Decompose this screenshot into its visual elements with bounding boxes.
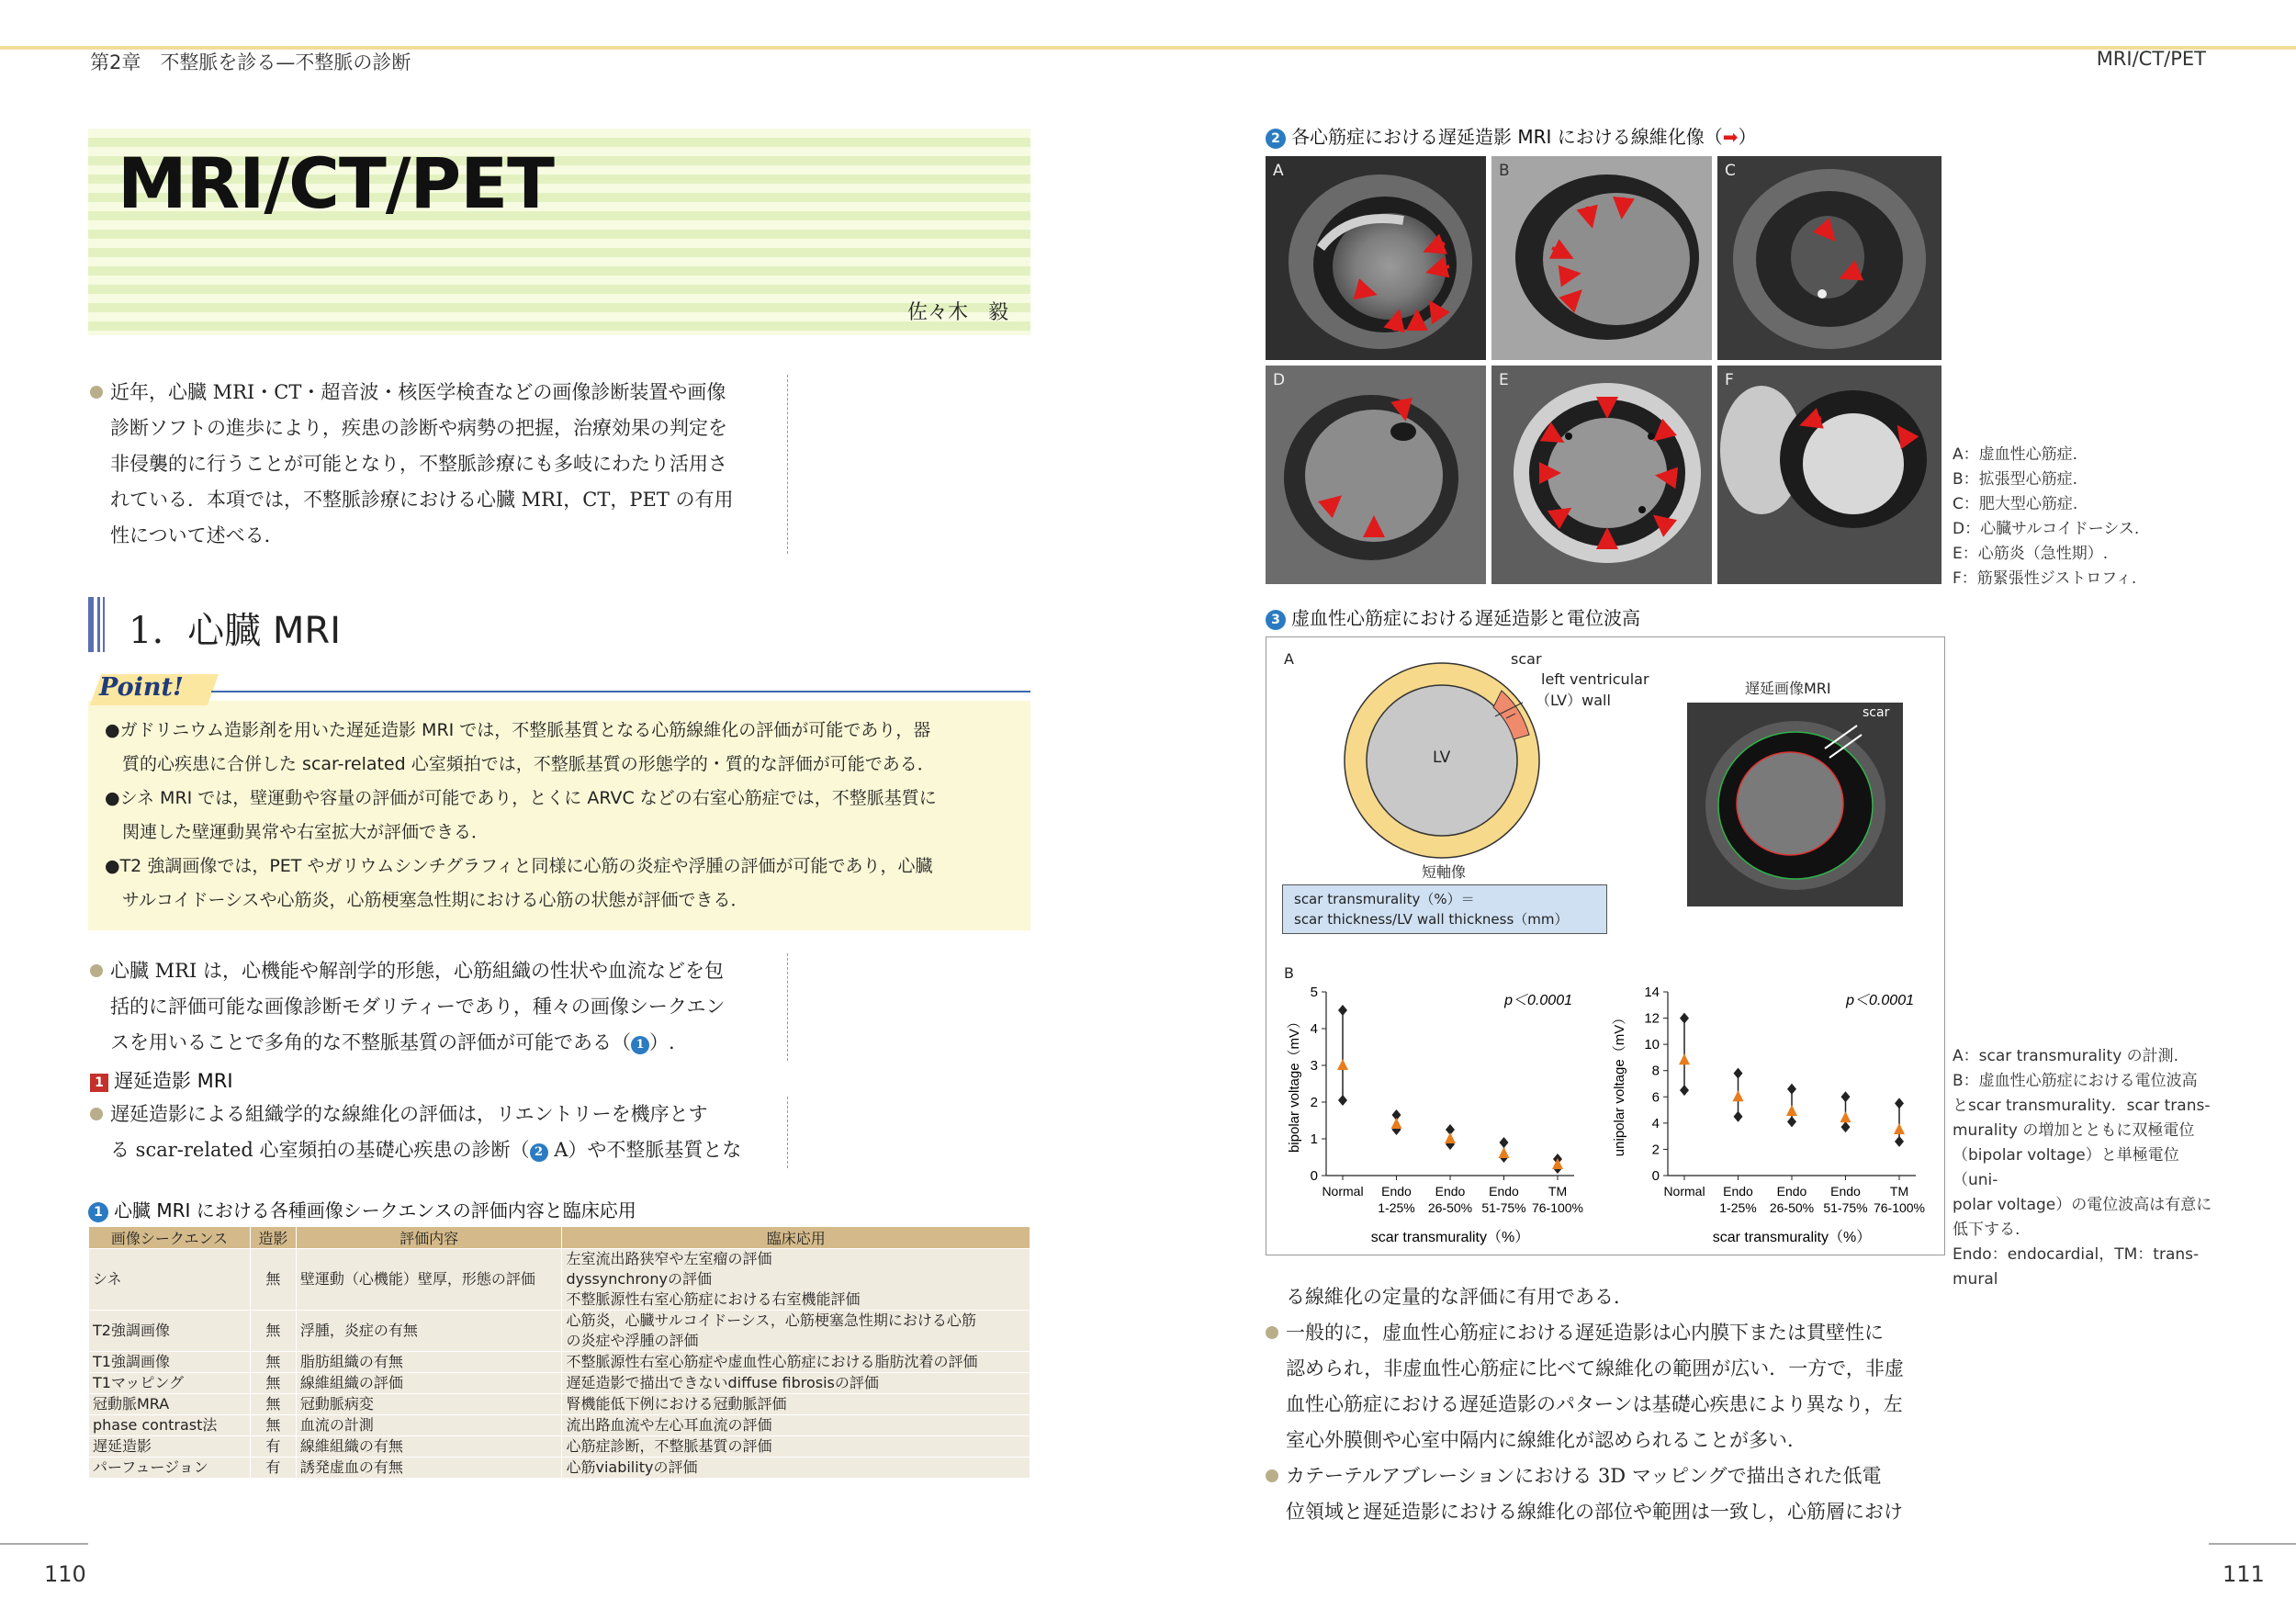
range-marker [1787, 1084, 1796, 1095]
y-axis-label: bipolar voltage（mV） [1287, 1014, 1302, 1154]
sequence-table [88, 1226, 1030, 1479]
mri-paragraph: 心臓 MRI は，心機能や解剖学的形態，心筋組織の性状や血流などを包 括的に評価可能な画像診断モダリティーであり，種々の画像シークエン スを用いることで多角的な不整脈基質の評価が可能である（ 1 ）. [90, 953, 788, 1061]
section-bar [97, 597, 100, 652]
delayed-mri-label: 遅延画像MRI [1745, 680, 1831, 697]
p-value-label: p＜0.0001 [1504, 993, 1572, 1008]
x-tick-label: Normal [1322, 1184, 1364, 1199]
author: 佐々木 毅 [907, 301, 1009, 324]
y-tick-label: 14 [1644, 985, 1660, 1000]
table-title: 1 心臓 MRI における各種画像シークエンスの評価内容と臨床応用 [88, 1196, 636, 1222]
range-marker [1895, 1136, 1904, 1147]
lv-label: LV [1433, 749, 1451, 767]
x-axis-label: scar transmurality（%） [1370, 1230, 1530, 1245]
fig3-panel-b-label: B [1284, 964, 1294, 982]
delayed-mri-image [1687, 703, 1903, 906]
range-marker [1841, 1091, 1851, 1102]
mri-panel-grid [1266, 156, 1941, 584]
bullet-icon [90, 386, 103, 399]
running-header-left: 第2章 不整脈を診る—不整脈の診断 [90, 51, 411, 73]
running-header-right: MRI/CT/PET [2096, 48, 2206, 70]
endocardial-contour [1737, 752, 1843, 855]
x-tick-label: 51-75% [1481, 1200, 1526, 1215]
x-tick-label: Endo [1489, 1184, 1519, 1199]
page-number-left: 110 [44, 1561, 86, 1587]
panel-label-c: C [1725, 162, 1736, 180]
y-tick-label: 4 [1651, 1115, 1660, 1131]
scar-label: scar [1511, 650, 1542, 668]
mean-marker [1445, 1132, 1456, 1143]
bipolar-chart [1284, 975, 1596, 1251]
x-tick-label: 1-25% [1378, 1200, 1415, 1215]
figure3-title: 3 虚血性心筋症における遅延造影と電位波高 [1266, 603, 1640, 630]
bullet-icon [90, 964, 103, 977]
y-tick-label: 12 [1644, 1010, 1660, 1027]
mri-panel-e [1491, 366, 1712, 584]
y-tick-label: 6 [1651, 1089, 1660, 1106]
table-header: 評価内容 [296, 1227, 562, 1249]
x-tick-label: TM [1889, 1184, 1909, 1199]
point-line: 関連した壁運動異常や右室拡大が評価できる． [105, 822, 490, 842]
range-marker [1734, 1068, 1743, 1079]
subheading-late-enhancement: 1 遅延造影 MRI [90, 1066, 233, 1094]
point-line: 質的心疾患に合併した scar-related 心室頻拍では，不整脈基質の形態学的・質的な評価が可能である． [105, 754, 935, 774]
x-tick-label: Endo [1435, 1184, 1466, 1199]
bullet-icon [1266, 1326, 1278, 1339]
x-tick-label: TM [1548, 1184, 1568, 1199]
y-tick-label: 0 [1310, 1168, 1318, 1184]
table-row: 冠動脈MRA 無 冠動脈病変 腎機能低下例における冠動脈評価 [89, 1394, 1030, 1415]
x-tick-label: Endo [1776, 1184, 1807, 1199]
table-row: シネ 無 壁運動（心機能）壁厚，形態の評価 左室流出路狭窄や左室瘤の評価 dyssynchronyの評価 不整脈源性右室心筋症における右室機能評価 [89, 1249, 1030, 1311]
range-marker [1734, 1111, 1743, 1122]
panel-label-a: A [1273, 162, 1284, 180]
page-number-right: 111 [2223, 1561, 2265, 1587]
mean-marker [1679, 1053, 1690, 1064]
p-value-label: p＜0.0001 [1846, 993, 1914, 1008]
page-title: MRI/CT/PET [118, 142, 555, 224]
table-header: 造影 [250, 1227, 296, 1249]
bullet-icon [1266, 1469, 1278, 1482]
figure2-caption: A：虚血性心筋症. B：拡張型心筋症. C：肥大型心筋症. D：心臓サルコイドーシス. E：心筋炎（急性期）. F：筋緊張性ジストロフィ. [1953, 445, 2140, 588]
range-marker [1680, 1085, 1689, 1096]
table-row: パーフュージョン 有 誘発虚血の有無 心筋viabilityの評価 [89, 1458, 1030, 1479]
table-row: T1強調画像 無 脂肪組織の有無 不整脈源性右室心筋症や虚血性心筋症における脂肪沈着の評価 [89, 1352, 1030, 1373]
y-tick-label: 1 [1310, 1131, 1318, 1147]
x-tick-label: 1-25% [1719, 1200, 1757, 1215]
mean-marker [1499, 1147, 1510, 1158]
table-row: T2強調画像 無 浮腫，炎症の有無 心筋炎，心臓サルコイドーシス，心筋梗塞急性期における心筋 の炎症や浮腫の評価 [89, 1311, 1030, 1352]
y-axis-label: unipolar voltage（mV） [1612, 1010, 1627, 1157]
fig3-panel-a-label: A [1284, 650, 1294, 668]
point-label: Point! [99, 673, 184, 702]
mri-scar-label: scar [1863, 705, 1890, 720]
range-marker [1787, 1116, 1796, 1127]
panel-label-d: D [1273, 371, 1286, 389]
footer-rule-left [0, 1543, 88, 1545]
lv-wall-label-2: （LV）wall [1536, 692, 1611, 709]
formula-box: scar transmurality（%）＝ scar thickness/LV wall thickness（mm） [1282, 884, 1607, 934]
lv-wall-label-1: left ventricular [1541, 670, 1649, 688]
y-tick-label: 4 [1310, 1021, 1318, 1037]
table-header: 臨床応用 [562, 1227, 1030, 1249]
range-marker [1500, 1137, 1509, 1148]
figure2-title: 2 各心筋症における遅延造影 MRI における線維化像（➡） [1266, 122, 1757, 149]
footer-rule-right [2209, 1543, 2296, 1545]
mri-panel-f [1717, 366, 1941, 584]
point-line: サルコイドーシスや心筋炎，心筋梗塞急性期における心筋の状態が評価できる． [105, 890, 748, 910]
red-arrow-icon: ➡ [1722, 126, 1739, 148]
mean-marker [1894, 1123, 1905, 1134]
bullet-icon [90, 1108, 103, 1120]
x-tick-label: 26-50% [1427, 1200, 1473, 1215]
y-tick-label: 10 [1644, 1037, 1660, 1053]
figure-ref-1: 1 [631, 1036, 649, 1054]
mean-marker [1840, 1111, 1851, 1122]
x-tick-label: Endo [1830, 1184, 1861, 1199]
table-row: 遅延造影 有 線維組織の有無 心筋症診断，不整脈基質の評価 [89, 1436, 1030, 1458]
y-tick-label: 2 [1310, 1095, 1318, 1110]
panel-label-b: B [1499, 162, 1510, 180]
table-row: T1マッピング 無 線維組織の評価 遅延造影で描出できないdiffuse fibrosisの評価 [89, 1373, 1030, 1394]
x-tick-label: Normal [1663, 1184, 1705, 1199]
mri-panel-a [1266, 156, 1486, 360]
y-tick-label: 8 [1651, 1063, 1660, 1079]
mean-marker [1337, 1059, 1348, 1070]
table-header: 画像シークエンス [89, 1227, 251, 1249]
point-line: ●シネ MRI では，壁運動や容量の評価が可能であり，とくに ARVC などの右室心筋症では，不整脈基質に [105, 788, 937, 808]
range-marker [1841, 1121, 1851, 1132]
y-tick-label: 5 [1310, 985, 1318, 1000]
short-axis-label: 短軸像 [1422, 863, 1467, 881]
range-marker [1680, 1013, 1689, 1024]
section-bar [103, 597, 105, 652]
mean-marker [1786, 1105, 1797, 1116]
mean-marker [1733, 1090, 1744, 1101]
y-tick-label: 3 [1310, 1058, 1318, 1074]
range-marker [1338, 1005, 1347, 1016]
mean-marker [1391, 1118, 1402, 1129]
mri-panel-b [1491, 156, 1712, 360]
x-tick-label: Endo [1723, 1184, 1753, 1199]
point-line: ●ガドリニウム造影剤を用いた遅延造影 MRI では，不整脈基質となる心筋線維化の評価が可能であり，器 [105, 720, 931, 740]
mri-panel-c [1717, 156, 1941, 360]
section-bar [88, 597, 94, 652]
late-enhancement-paragraph: 遅延造影による組織学的な線維化の評価は，リエントリーを機序とす る scar-related 心室頻拍の基礎心疾患の診断（ 2 A）や不整脈基質とな [90, 1097, 788, 1168]
unipolar-chart [1609, 975, 1940, 1251]
table-row: phase contrast法 無 血流の計測 流出路血流や左心耳血流の評価 [89, 1415, 1030, 1436]
x-tick-label: Endo [1381, 1184, 1412, 1199]
range-marker [1895, 1098, 1904, 1109]
x-axis-label: scar transmurality（%） [1712, 1230, 1872, 1245]
x-tick-label: 26-50% [1769, 1200, 1815, 1215]
right-body-text: る線維化の定量的な評価に有用である． 一般的に，虚血性心筋症における遅延造影は心内膜下または貫壁性に 認められ，非虚血性心筋症に比べて線維化の範囲が広い．一方で，非虚 血性心筋症における遅延造影のパターンは基礎心疾患により異なり，左 室心外膜側や心室中隔内に線維化が認められることが多い． カテーテルアブレーションにおける 3D マッピングで描出された低電 位領域と遅延造影における線維化の部位や範囲は一致し，心筋層におけ [1266, 1279, 1945, 1530]
figure-ref-2: 2 [530, 1143, 548, 1162]
point-rule [211, 691, 1030, 692]
x-tick-label: 76-100% [1531, 1200, 1584, 1215]
section-heading: 1. 心臓 MRI [129, 610, 341, 652]
y-tick-label: 2 [1651, 1142, 1660, 1158]
range-marker [1338, 1095, 1347, 1106]
y-tick-label: 0 [1651, 1168, 1660, 1184]
intro-paragraph: 近年，心臓 MRI・CT・超音波・核医学検査などの画像診断装置や画像 診断ソフトの進歩により，疾患の診断や病勢の把握，治療効果の判定を 非侵襲的に行うことが可能となり，不整脈診療にも多岐にわたり活用さ れている．本項では，不整脈診療における心臓 MRI，CT，PET の有用 性について述べる． [90, 375, 788, 554]
point-line: ●T2 強調画像では，PET やガリウムシンチグラフィと同様に心筋の炎症や浮腫の評価が可能であり，心臓 [105, 856, 933, 876]
x-tick-label: 51-75% [1823, 1200, 1868, 1215]
mri-panel-d [1266, 366, 1486, 584]
panel-label-e: E [1499, 371, 1509, 389]
panel-label-f: F [1725, 371, 1734, 389]
x-tick-label: 76-100% [1873, 1200, 1926, 1215]
figure3-caption: A：scar transmurality の計測. B：虚血性心筋症における電位波高 とscar transmurality．scar trans- murality の増加とともに双極電位 （bipolar voltage）と単極電位（uni- polar voltage）の電位波高は有意に 低下する. Endo：endocardial，TM：trans- mural [1953, 1047, 2212, 1289]
